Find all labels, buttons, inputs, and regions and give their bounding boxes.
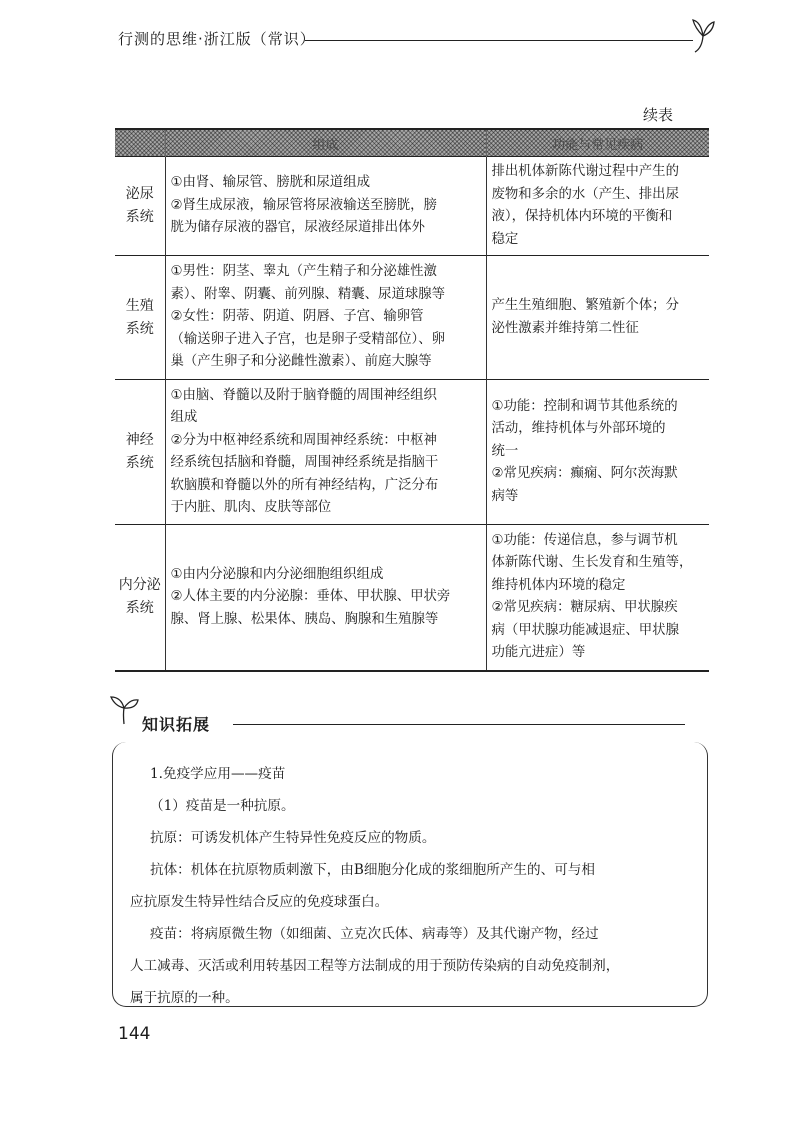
vaccine-definition-cont: 属于抗原的一种。 [130,990,239,1006]
table-row [115,525,709,671]
system-name-cell [115,380,165,525]
table-header-row [115,129,709,157]
system-name-cell [115,157,165,256]
vaccine-definition-cont: 人工减毒、灭活或利用转基因工程等方法制成的用于预防传染病的自动免疫制剂， [130,958,620,974]
system-name-text: 生殖 [125,297,154,314]
vaccine-definition: 疫苗：将病原微生物（如细菌、立克次氏体、病毒等）及其代谢产物，经过 [150,926,599,942]
knowledge-point: （1）疫苗是一种抗原。 [150,798,295,814]
header-spacer-cell [115,129,165,157]
composition-cell [165,525,486,671]
function-cell [486,380,709,525]
function-cell [486,525,709,671]
page-number: 144 [118,1024,151,1044]
composition-line: 素）、附睾、阴囊、前列腺、精囊、尿道球腺等 [170,286,446,302]
function-line: 稳定 [491,231,519,247]
composition-line: （输送卵子进入子宫，也是卵子受精部位）、卵 [170,331,446,347]
knowledge-title-rule [233,724,685,725]
system-name-text: 系统 [125,320,154,337]
composition-line: ①男性：阴茎、睾丸（产生精子和分泌雄性激 [170,264,437,280]
function-cell [486,256,709,380]
system-name-text: 内分泌 [118,577,161,594]
composition-line: ②人体主要的内分泌腺：垂体、甲状腺、甲状旁 [170,589,451,604]
composition-cell [165,157,486,256]
function-line: ①功能：控制和调节其他系统的 [491,398,678,414]
knowledge-section-title: 知识拓展 [142,715,211,734]
system-name-text: 泌尿 [125,186,154,202]
knowledge-heading: 1.免疫学应用——疫苗 [150,766,286,782]
composition-line: 经系统包括脑和脊髓，周围神经系统是指脑干 [170,455,439,470]
composition-line: ①由脑、脊髓以及附于脑脊髓的周围神经组织 [170,387,437,403]
composition-line: 巢（产生卵子和分泌雌性激素）、前庭大腺等 [170,354,432,370]
composition-line: ②女性：阴蒂、阴道、阴唇、子宫、输卵管 [170,309,424,325]
system-name-text: 神经 [125,432,154,448]
antibody-definition-cont: 应抗原发生特异性结合反应的免疫球蛋白。 [130,894,389,910]
knowledge-content [130,758,695,1014]
header-title: 行测的思维·浙江版（常识） [118,30,316,48]
sprout-icon [108,692,140,726]
function-line: 活动，维持机体与外部环境的 [491,421,666,437]
function-line: 产生生殖细胞、繁殖新个体；分 [491,298,679,313]
column-header-function: 功能与常见疾病 [486,129,709,157]
system-name-cell [115,525,165,671]
system-name-text: 系统 [125,209,154,225]
composition-line: 软脑膜和脊髓以外的所有神经结构，广泛分布 [170,477,439,493]
antibody-definition: 抗体：机体在抗原物质刺激下，由B细胞分化成的浆细胞所产生的、可与相 [150,862,595,878]
function-line: 废物和多余的水（产生、排出尿 [491,186,679,202]
function-line: 病等 [491,488,519,504]
system-name-text: 系统 [125,455,154,471]
table-row [115,380,709,525]
function-line: ①功能：传递信息，参与调节机 [491,532,678,548]
composition-line: ①由内分泌腺和内分泌细胞组织组成 [170,566,384,582]
antigen-definition: 抗原：可诱发机体产生特异性免疫反应的物质。 [150,830,436,846]
function-line: 统一 [491,443,519,459]
continued-label: 续表 [643,106,674,124]
composition-line: ①由肾、输尿管、膀胱和尿道组成 [170,175,370,191]
function-line: 排出机体新陈代谢过程中产生的 [491,164,679,179]
running-header [118,26,708,56]
table-row [115,157,709,256]
function-cell [486,157,709,256]
composition-cell [165,380,486,525]
system-name-text: 系统 [125,600,154,617]
system-name-cell [115,256,165,380]
composition-cell [165,256,486,380]
header-rule [305,40,693,41]
function-line: 功能亢进症）等 [491,645,586,661]
function-line: ②常见疾病：糖尿病、甲状腺疾 [491,600,678,616]
sprout-icon [690,14,716,54]
function-line: 泌性激素并维持第二性征 [491,320,639,336]
composition-line: ②肾生成尿液，输尿管将尿液输送至膀胱，膀 [170,197,437,213]
column-header-composition: 组成 [165,129,486,157]
body-systems-table [115,128,709,672]
function-line: 液），保持机体内环境的平衡和 [491,209,673,224]
composition-line: 胱为储存尿液的器官，尿液经尿道排出体外 [170,220,425,236]
table-row [115,256,709,380]
composition-line: 组成 [170,410,198,425]
function-line: ②常见疾病：癫痫、阿尔茨海默 [491,466,678,482]
function-line: 维持机体内环境的稳定 [491,577,626,593]
function-line: 体新陈代谢、生长发育和生殖等， [491,555,693,571]
composition-line: 于内脏、肌肉、皮肤等部位 [170,500,332,515]
composition-line: ②分为中枢神经系统和周围神经系统：中枢神 [170,432,437,448]
composition-line: 腺、肾上腺、松果体、胰岛、胸腺和生殖腺等 [170,611,439,627]
function-line: 病（甲状腺功能减退症、甲状腺 [491,622,679,638]
